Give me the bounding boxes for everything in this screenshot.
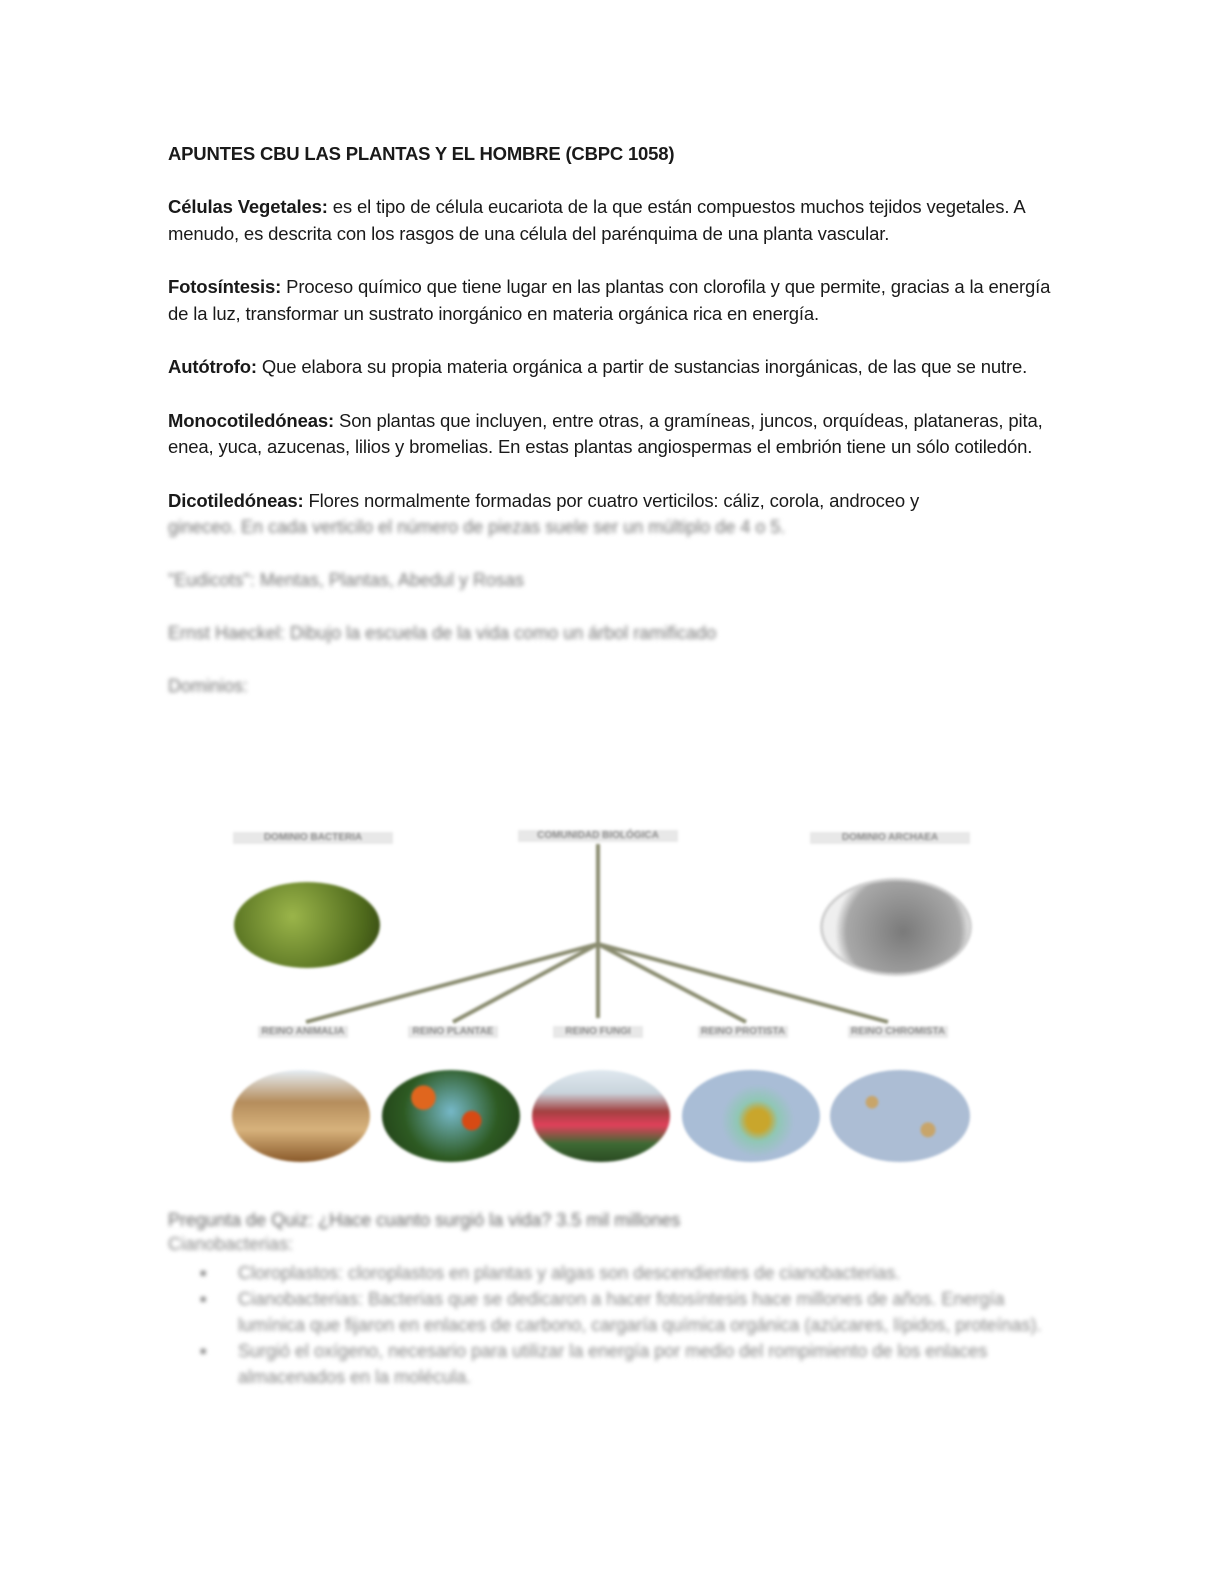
definition-monocotiledoneas [168,408,1058,461]
label-center: COMUNIDAD BIOLÓGICA [518,830,678,842]
bacteria-image [234,882,380,968]
branch-protista [598,944,746,1022]
label-bacteria: DOMINIO BACTERIA [233,832,393,844]
quiz-subheading: Cianobacterias: [168,1234,294,1254]
definition-text: Proceso químico que tiene lugar en las plantas con clorofila y que permite, gracias a la energía de la luz, transformar un sustrato inorgánico en materia orgánica rica en energía. [168,276,1051,324]
label-plantae: REINO PLANTAE [408,1026,498,1038]
definition-text: Flores normalmente formadas por cuatro verticilos: cáliz, corola, androceo y [303,489,920,511]
definition-text: es el tipo de célula eucariota de la que están compuestos muchos tejidos vegetales. A menudo, es descrita con los rasgos de una célula del parénquima de una planta vascular. [168,196,1025,244]
quiz-question: Pregunta de Quiz: ¿Hace cuanto surgió la vida? 3.5 mil millones [168,1210,681,1230]
definition-term: Fotosíntesis: [168,276,282,297]
protista-image [682,1070,820,1162]
animalia-image [232,1070,370,1162]
definition-text: Son plantas que incluyen, entre otras, a gramíneas, juncos, orquídeas, plataneras, pita, enea, yuca, azucenas, lilios y bromelias. En estas plantas angiospermas el embrión tiene un sólo cotiledón. [168,409,1043,457]
document-page [168,141,1058,699]
plantae-image [382,1070,520,1162]
quiz-bullet: ▪ Cloroplastos: cloroplastos en plantas y algas son descendientes de cianobacterias. [238,1260,1048,1286]
quiz-bullet: ▪ Cianobacterias: Bacterias que se dedicaron a hacer fotosíntesis hace millones de años. Energía lumínica que fijaron en enlaces de carbono, cargaría química orgánica (azúcares, lípidos, proteínas). [238,1286,1048,1338]
blurred-line: gineceo. En cada verticilo el número de piezas suele ser un múltiplo de 4 o 5. [168,517,786,537]
quiz-section [168,1208,1048,1390]
archaea-image [820,878,972,976]
blurred-content [168,514,1058,699]
definition-celulas-vegetales [168,194,1058,247]
label-protista: REINO PROTISTA [698,1026,788,1038]
chromista-image [830,1070,970,1162]
quiz-bullet-list [168,1260,1048,1390]
label-archaea: DOMINIO ARCHAEA [810,832,970,844]
definition-term: Células Vegetales: [168,196,328,217]
fungi-image [532,1070,670,1162]
branch-plantae [453,944,598,1022]
definition-text: Que elabora su propia materia orgánica a partir de sustancias inorgánicas, de las que se nutre. [256,356,1028,377]
blurred-line: "Eudicots": Mentas, Plantas, Abedul y Rosas [168,570,524,590]
definition-dicotiledoneas [168,488,1058,515]
document-title: APUNTES CBU LAS PLANTAS Y EL HOMBRE (CBPC 1058) [168,143,675,164]
definition-term: Autótrofo: [168,356,257,377]
definition-autotrofo [168,354,1058,381]
label-animalia: REINO ANIMALIA [258,1026,348,1038]
label-fungi: REINO FUNGI [553,1026,643,1038]
definition-term: Monocotiledóneas: [168,409,335,431]
blurred-line: Dominios: [168,676,249,696]
definition-fotosintesis [168,274,1058,327]
label-chromista: REINO CHROMISTA [848,1026,948,1038]
definition-term: Dicotiledóneas: [168,489,304,511]
blurred-line: Ernst Haeckel: Dibujo la escuela de la vida como un árbol ramificado [168,623,717,643]
quiz-bullet: ▪ Surgió el oxígeno, necesario para utilizar la energía por medio del rompimiento de los enlaces almacenados en la molécula. [238,1338,1048,1390]
tree-of-life-figure [228,822,988,1168]
